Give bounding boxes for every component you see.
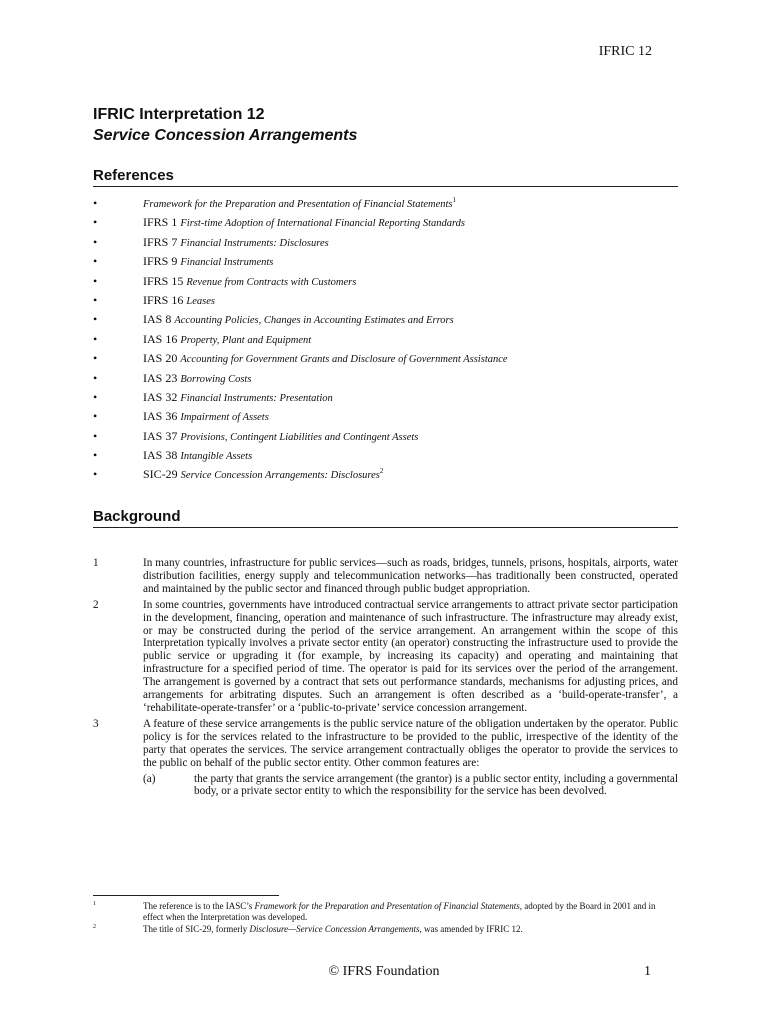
footnote-text-post: , was amended by IFRIC 12.	[419, 924, 523, 934]
background-paragraphs	[93, 557, 678, 801]
reference-item	[93, 388, 678, 407]
paragraph	[93, 718, 678, 798]
references-heading: References	[93, 167, 678, 187]
reference-title: First‑time Adoption of International Financial Reporting Standards	[180, 218, 466, 230]
reference-item	[93, 272, 678, 291]
running-header: IFRIC 12	[598, 44, 652, 59]
reference-title: Financial Instruments: Disclosures	[180, 237, 329, 249]
reference-code: IAS 37	[143, 428, 178, 443]
reference-code: IAS 20	[143, 351, 178, 366]
sub-item	[93, 773, 678, 799]
reference-title: Financial Instruments: Presentation	[180, 392, 333, 404]
reference-title: Impairment of Assets	[180, 412, 269, 424]
title-block	[93, 104, 678, 146]
paragraph-text: A feature of these service arrangements is the public service nature of the obligation undertaken by the operator. Public policy is for the services related to the infrastructure to be provided to the public, irrespective of the identity of the party that operates the services. The service arrangement contractually obliges the operator to provide the services to the public on behalf of the public sector entity. Other common features are:	[143, 717, 678, 769]
reference-item	[93, 310, 678, 329]
reference-code: SIC‑29	[143, 467, 178, 482]
reference-title: Framework for the Preparation and Presentation of Financial Statements	[143, 199, 453, 210]
footnote-mark: 2	[93, 924, 96, 930]
reference-title: Borrowing Costs	[180, 373, 252, 385]
reference-item	[93, 330, 678, 349]
reference-code: IFRS 1	[143, 215, 178, 230]
reference-item	[93, 465, 678, 484]
reference-item	[93, 349, 678, 368]
bullet: •	[93, 448, 98, 463]
footnote-ref[interactable]: 2	[379, 467, 384, 476]
paragraph	[93, 557, 678, 596]
reference-item	[93, 291, 678, 310]
reference-code: IAS 16	[143, 331, 178, 346]
reference-title: Accounting Policies, Changes in Accounting Estimates and Errors	[174, 315, 454, 327]
bullet: •	[93, 389, 98, 404]
reference-title: Revenue from Contracts with Customers	[186, 276, 357, 288]
sub-item-text: the party that grants the service arrangement (the grantor) is a public sector entity, including a governmental body, or a private sector entity to which the responsibility for the service has been devolved.	[194, 772, 678, 798]
reference-item	[93, 252, 678, 271]
reference-item	[93, 194, 678, 213]
footnote-ref[interactable]: 1	[452, 196, 457, 204]
reference-item	[93, 213, 678, 232]
footnote-text-pre: The reference is to the IASC’s	[143, 901, 255, 911]
paragraph-number: 3	[93, 717, 99, 730]
reference-code: IAS 38	[143, 448, 178, 463]
reference-code: IFRS 15	[143, 273, 184, 288]
bullet: •	[93, 215, 98, 230]
reference-item	[93, 427, 678, 446]
bullet: •	[93, 254, 98, 269]
reference-title: Service Concession Arrangements: Disclosures	[180, 470, 380, 482]
bullet: •	[93, 292, 98, 307]
reference-title: Accounting for Government Grants and Disclosure of Government Assistance	[180, 354, 508, 366]
footnote-text-post: , adopted by the Board in 2001 and in effect when the Interpretation was developed.	[143, 901, 656, 922]
footnote	[93, 924, 678, 935]
footnote	[93, 901, 678, 923]
reference-title: Leases	[186, 295, 215, 307]
reference-item	[93, 407, 678, 426]
sub-item-label: (a)	[143, 772, 156, 785]
footnote-text-italic: Disclosure—Service Concession Arrangements	[249, 924, 420, 934]
bullet: •	[93, 370, 98, 385]
footer-copyright: © IFRS Foundation	[328, 964, 440, 979]
paragraph-text: In some countries, governments have introduced contractual service arrangements to attract private sector participation in the development, financing, operation and maintenance of such infrastructure. The infrastructure may already exist, or may be constructed during the period of the service arrangement. An arrangement within the scope of this Interpretation typically involves a private sector entity (an operator) constructing the infrastructure used to provide the public service or upgrading it (for example, by increasing its capacity) and operating and maintaining that infrastructure for a specified period of time. The operator is paid for its services over the period of the arrangement. The arrangement is governed by a contract that sets out performance standards, mechanisms for adjusting prices, and arrangements for arbitrating disputes. Such an arrangement is often described as a ‘build‑operate‑transfer’, a ‘rehabilitate‑operate‑transfer’ or a ‘public‑to‑private’ service concession arrangement.	[143, 598, 678, 714]
reference-title: Provisions, Contingent Liabilities and Contingent Assets	[180, 431, 419, 443]
footnote-text-italic: Framework for the Preparation and Presentation of Financial Statements	[254, 901, 520, 911]
footnote-text-pre: The title of SIC‑29, formerly	[143, 924, 250, 934]
paragraph-text: In many countries, infrastructure for public services—such as roads, bridges, tunnels, prisons, hospitals, airports, water distribution facilities, energy supply and telecommunication networks—has traditionally been constructed, operated and maintained by the public sector and financed through public budget appropriation.	[143, 557, 678, 595]
footnotes	[93, 901, 678, 936]
document-title: IFRIC Interpretation 12	[93, 106, 265, 123]
bullet: •	[93, 409, 98, 424]
reference-item	[93, 446, 678, 465]
document-subtitle: Service Concession Arrangements	[93, 127, 358, 144]
bullet: •	[93, 312, 98, 327]
reference-code: IAS 23	[143, 370, 178, 385]
bullet: •	[93, 196, 98, 210]
bullet: •	[93, 351, 98, 366]
reference-title: Property, Plant and Equipment	[180, 334, 312, 346]
reference-code: IAS 36	[143, 409, 178, 424]
bullet: •	[93, 467, 98, 482]
footnote-divider	[93, 895, 279, 896]
reference-code: IFRS 16	[143, 292, 184, 307]
background-heading: Background	[93, 508, 678, 528]
reference-code: IAS 32	[143, 389, 178, 404]
footnote-mark: 1	[93, 901, 96, 907]
reference-item	[93, 369, 678, 388]
reference-title: Intangible Assets	[180, 451, 253, 463]
reference-code: IFRS 7	[143, 234, 178, 249]
paragraph-number: 2	[93, 598, 99, 611]
reference-code: IAS 8	[143, 312, 172, 327]
bullet: •	[93, 331, 98, 346]
reference-title: Financial Instruments	[180, 257, 274, 269]
reference-item	[93, 233, 678, 252]
bullet: •	[93, 428, 98, 443]
paragraph	[93, 599, 678, 715]
paragraph-number: 1	[93, 557, 99, 569]
reference-code: IFRS 9	[143, 254, 178, 269]
references-list	[93, 194, 678, 485]
bullet: •	[93, 273, 98, 288]
bullet: •	[93, 234, 98, 249]
page-number: 1	[644, 964, 651, 979]
